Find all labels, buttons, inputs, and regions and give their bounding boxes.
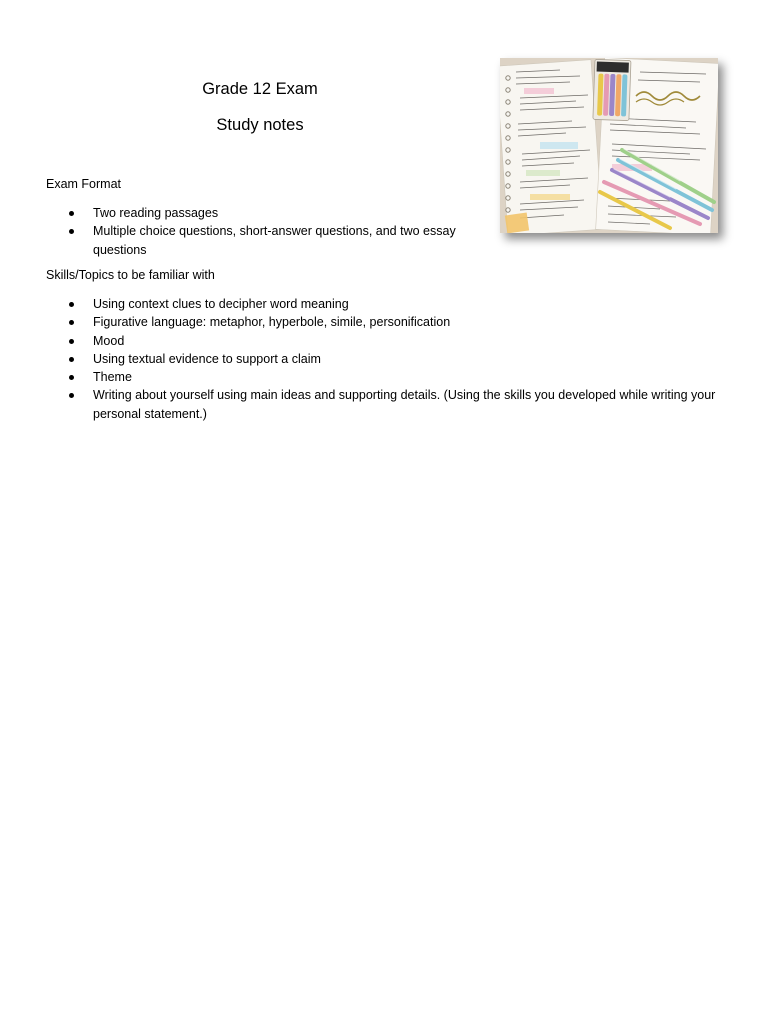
list-item: [46, 350, 726, 368]
list-item-text: Writing about yourself using main ideas and supporting details. (Using the skills you developed while writing your personal statement.): [93, 388, 716, 421]
study-notes-illustration: [500, 58, 718, 233]
list-item-text: Multiple choice questions, short-answer questions, and two essay questions: [93, 224, 456, 257]
bullet-icon: [69, 302, 74, 307]
list-item-text: Figurative language: metaphor, hyperbole, simile, personification: [93, 315, 451, 330]
list-item-text: Using context clues to decipher word meaning: [93, 297, 349, 311]
exam-format-list: [46, 204, 476, 259]
list-item-text: Mood: [93, 333, 125, 348]
page-title: Grade 12 Exam: [202, 80, 318, 98]
skills-list: [46, 295, 726, 423]
list-item: [46, 222, 476, 259]
list-item: [46, 368, 726, 386]
list-item-text: Using textual evidence to support a claim: [93, 351, 321, 366]
bullet-icon: [69, 393, 74, 398]
skills-heading: Skills/Topics to be familiar with: [46, 268, 215, 282]
list-item: [46, 295, 726, 313]
exam-format-heading: Exam Format: [46, 177, 122, 191]
list-item-text: Theme: [93, 370, 132, 385]
list-item-text: Two reading passages: [93, 206, 219, 220]
bullet-icon: [69, 211, 74, 216]
bullet-icon: [69, 229, 74, 234]
bullet-icon: [69, 339, 74, 344]
list-item: [46, 204, 476, 222]
bullet-icon: [69, 357, 74, 362]
list-item: [46, 313, 726, 331]
bullet-icon: [69, 320, 74, 325]
list-item: [46, 386, 726, 423]
bullet-icon: [69, 375, 74, 380]
study-notes-photo: [500, 58, 718, 233]
page-subtitle: Study notes: [216, 116, 304, 134]
list-item: [46, 332, 726, 350]
